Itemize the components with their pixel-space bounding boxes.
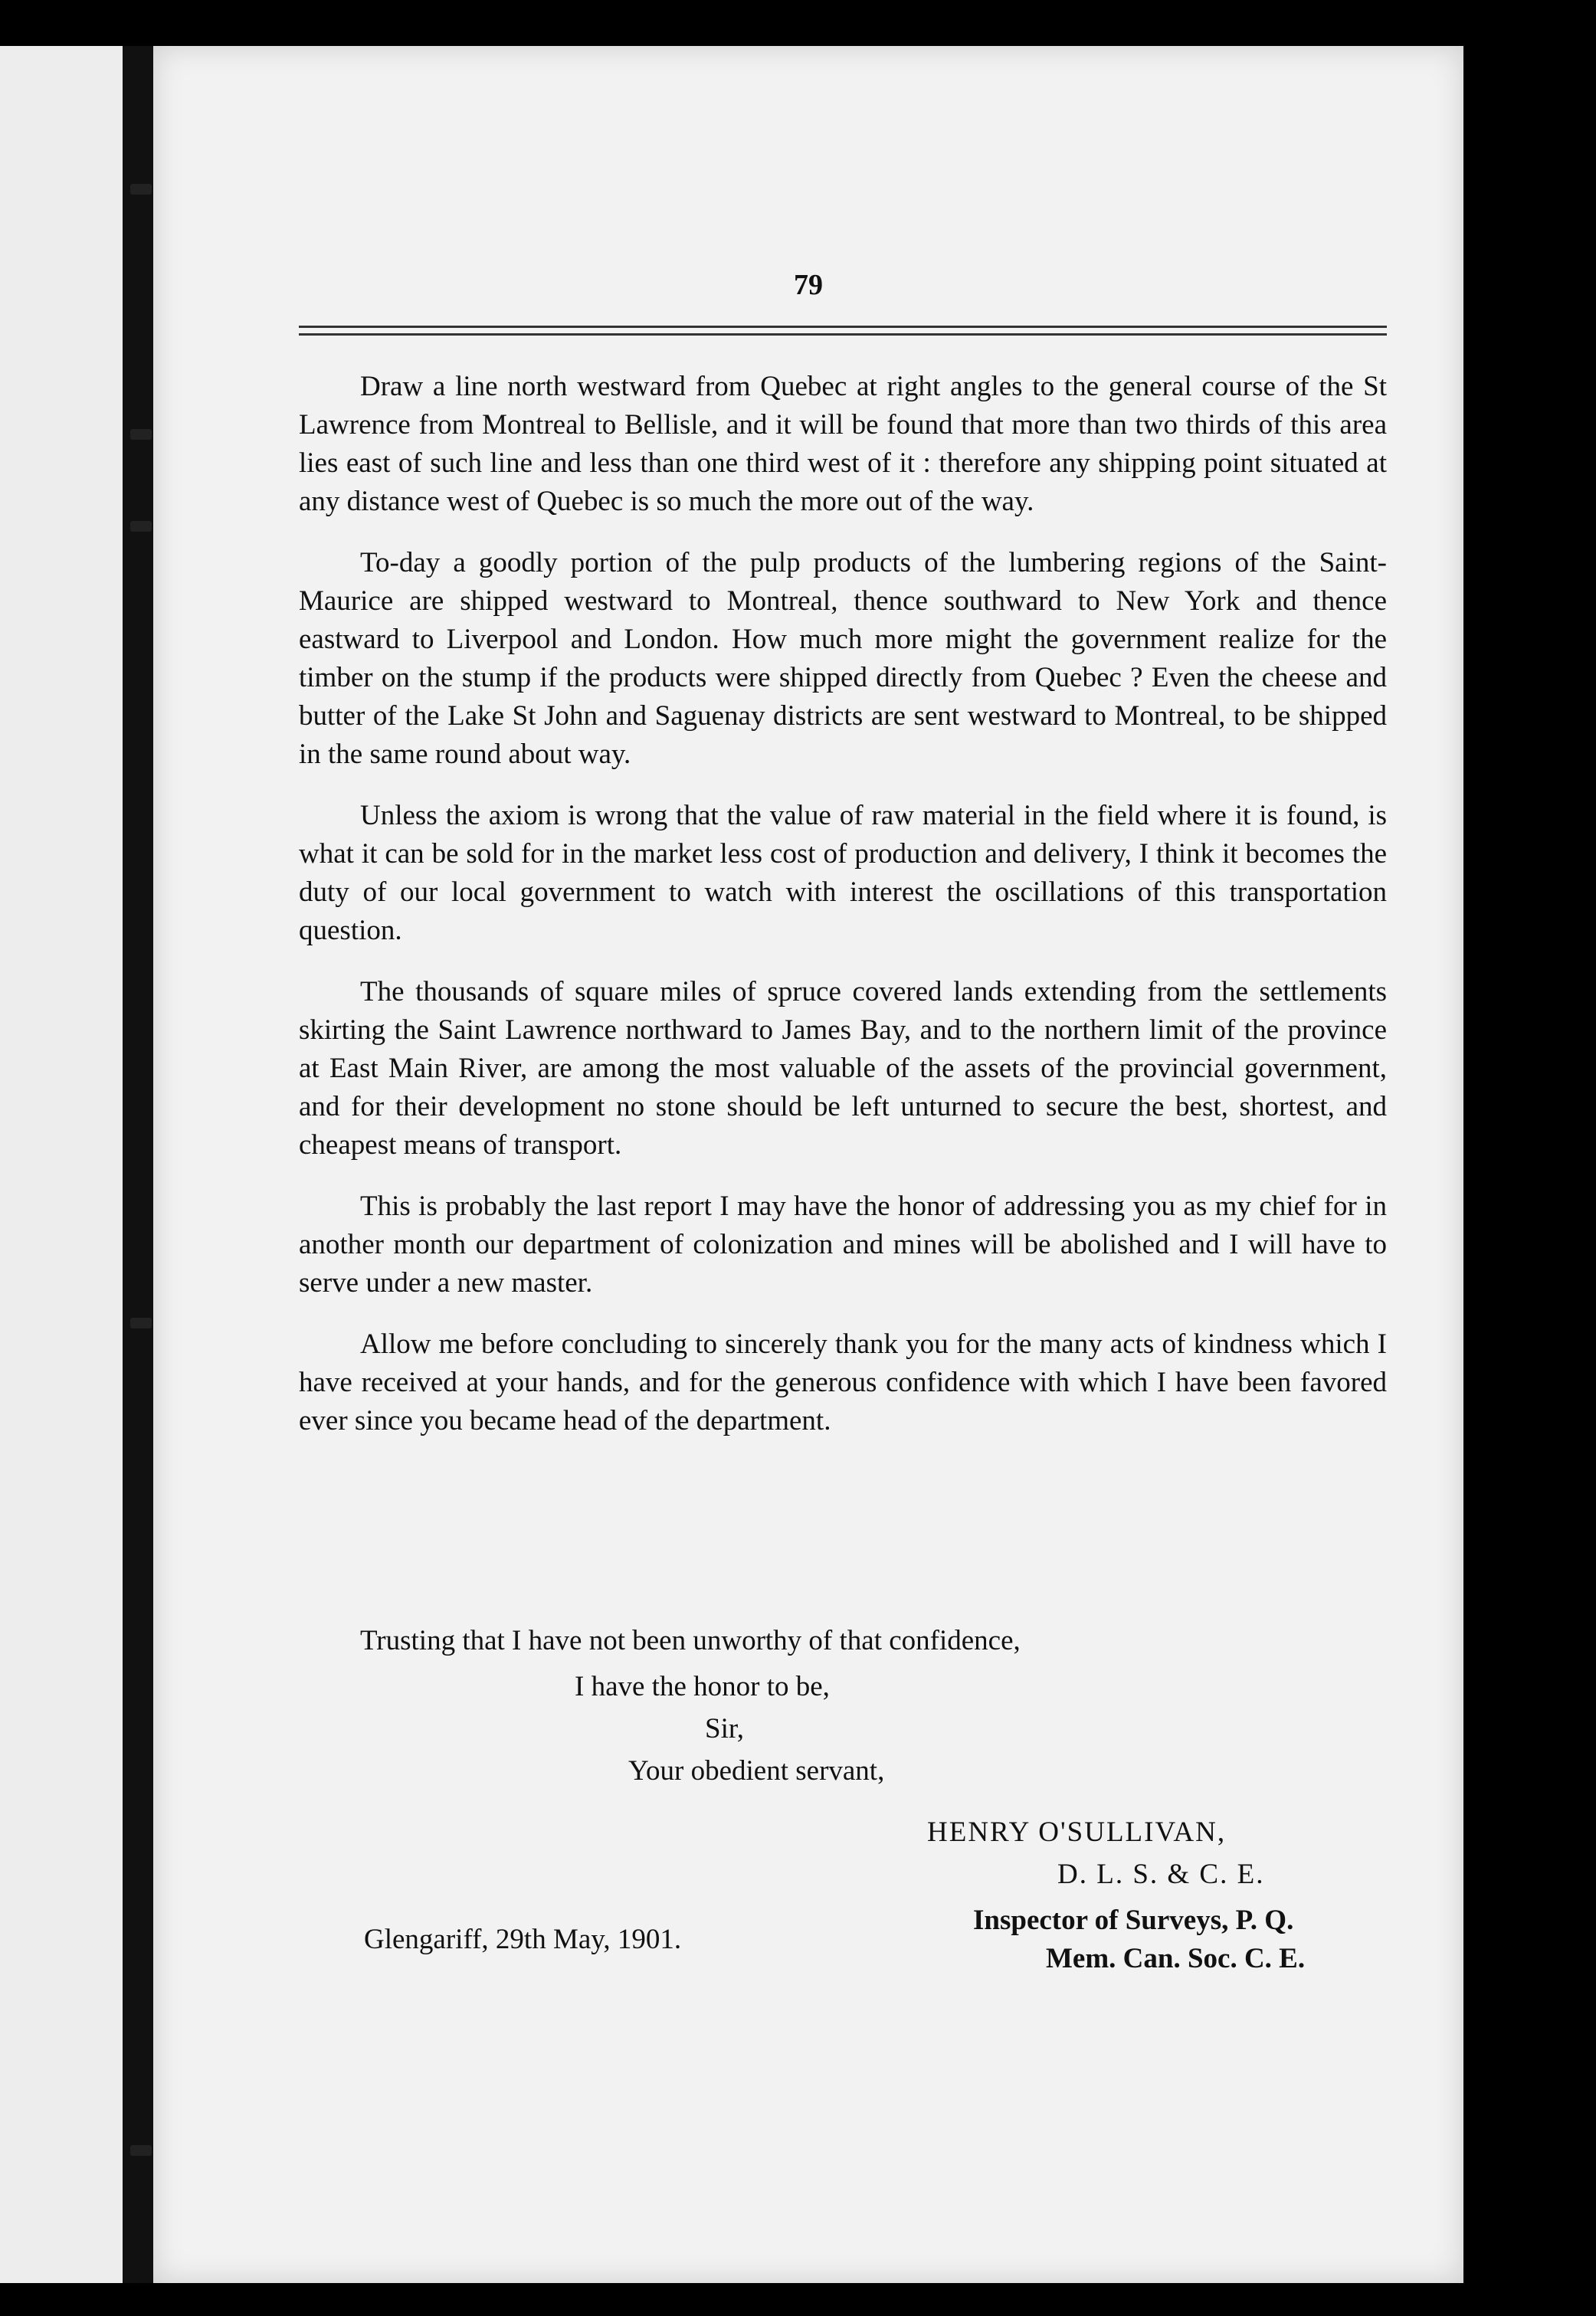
signature-credentials: D. L. S. & C. E.	[1057, 1859, 1265, 1890]
header-rule-top	[299, 326, 1387, 328]
document-page	[153, 46, 1463, 2283]
binding-mark	[130, 521, 152, 532]
place-date: Glengariff, 29th May, 1901.	[364, 1924, 682, 1955]
closing-servant: Your obedient servant,	[628, 1755, 885, 1787]
signature-name: HENRY O'SULLIVAN,	[927, 1816, 1227, 1848]
closing-sir: Sir,	[705, 1713, 744, 1744]
paragraph: Allow me before concluding to sincerely thank you for the many acts of kindness which I have received at your hands, and for the generous confidence with which I have been favored ever since you became head of the department.	[299, 1328, 1387, 1436]
binding-mark	[130, 184, 152, 195]
letter-body	[299, 368, 1387, 1463]
signature-title: Inspector of Surveys, P. Q.	[973, 1905, 1294, 1936]
signature-membership: Mem. Can. Soc. C. E.	[1046, 1943, 1306, 1974]
book-binding	[123, 46, 153, 2283]
paragraph: Unless the axiom is wrong that the value of raw material in the field where it is found, is what it can be sold for in the market less cost of production and delivery, I think it becomes the duty of our local government to watch with interest the oscillations of this transportation question.	[299, 800, 1387, 946]
binding-mark	[130, 1318, 152, 1328]
paragraph: Draw a line north westward from Quebec at right angles to the general course of the St Lawrence from Montreal to Bellisle, and it will be found that more than two thirds of this area lies east of such line and less than one third west of it : therefore any shipping point situated at any distance west of Quebec is so much the more out of the way.	[299, 371, 1387, 517]
closing-honor: I have the honor to be,	[575, 1671, 830, 1702]
binding-mark	[130, 429, 152, 440]
page-number: 79	[794, 269, 823, 301]
left-page-edge	[0, 46, 123, 2283]
binding-mark	[130, 2145, 152, 2156]
header-rule-bottom	[299, 333, 1387, 336]
paragraph: The thousands of square miles of spruce covered lands extending from the settlements skirting the Saint Lawrence northward to James Bay, and to the northern limit of the province at East Main River, are among the most valuable of the assets of the provincial government, and for their development no stone should be left unturned to secure the best, shortest, and cheapest means of transport.	[299, 976, 1387, 1161]
closing-trusting: Trusting that I have not been unworthy of that confidence,	[360, 1625, 1021, 1656]
paragraph: This is probably the last report I may have the honor of addressing you as my chief for in another month our department of colonization and mines will be abolished and I will have to serve under a new master.	[299, 1191, 1387, 1299]
paragraph: To-day a goodly portion of the pulp products of the lumbering regions of the Saint-Maurice are shipped westward to Montreal, thence southward to New York and thence eastward to Liverpool and London. How much more might the government realize for the timber on the stump if the products were shipped directly from Quebec ? Even the cheese and butter of the Lake St John and Saguenay districts are sent westward to Montreal, to be shipped in the same round about way.	[299, 547, 1387, 770]
